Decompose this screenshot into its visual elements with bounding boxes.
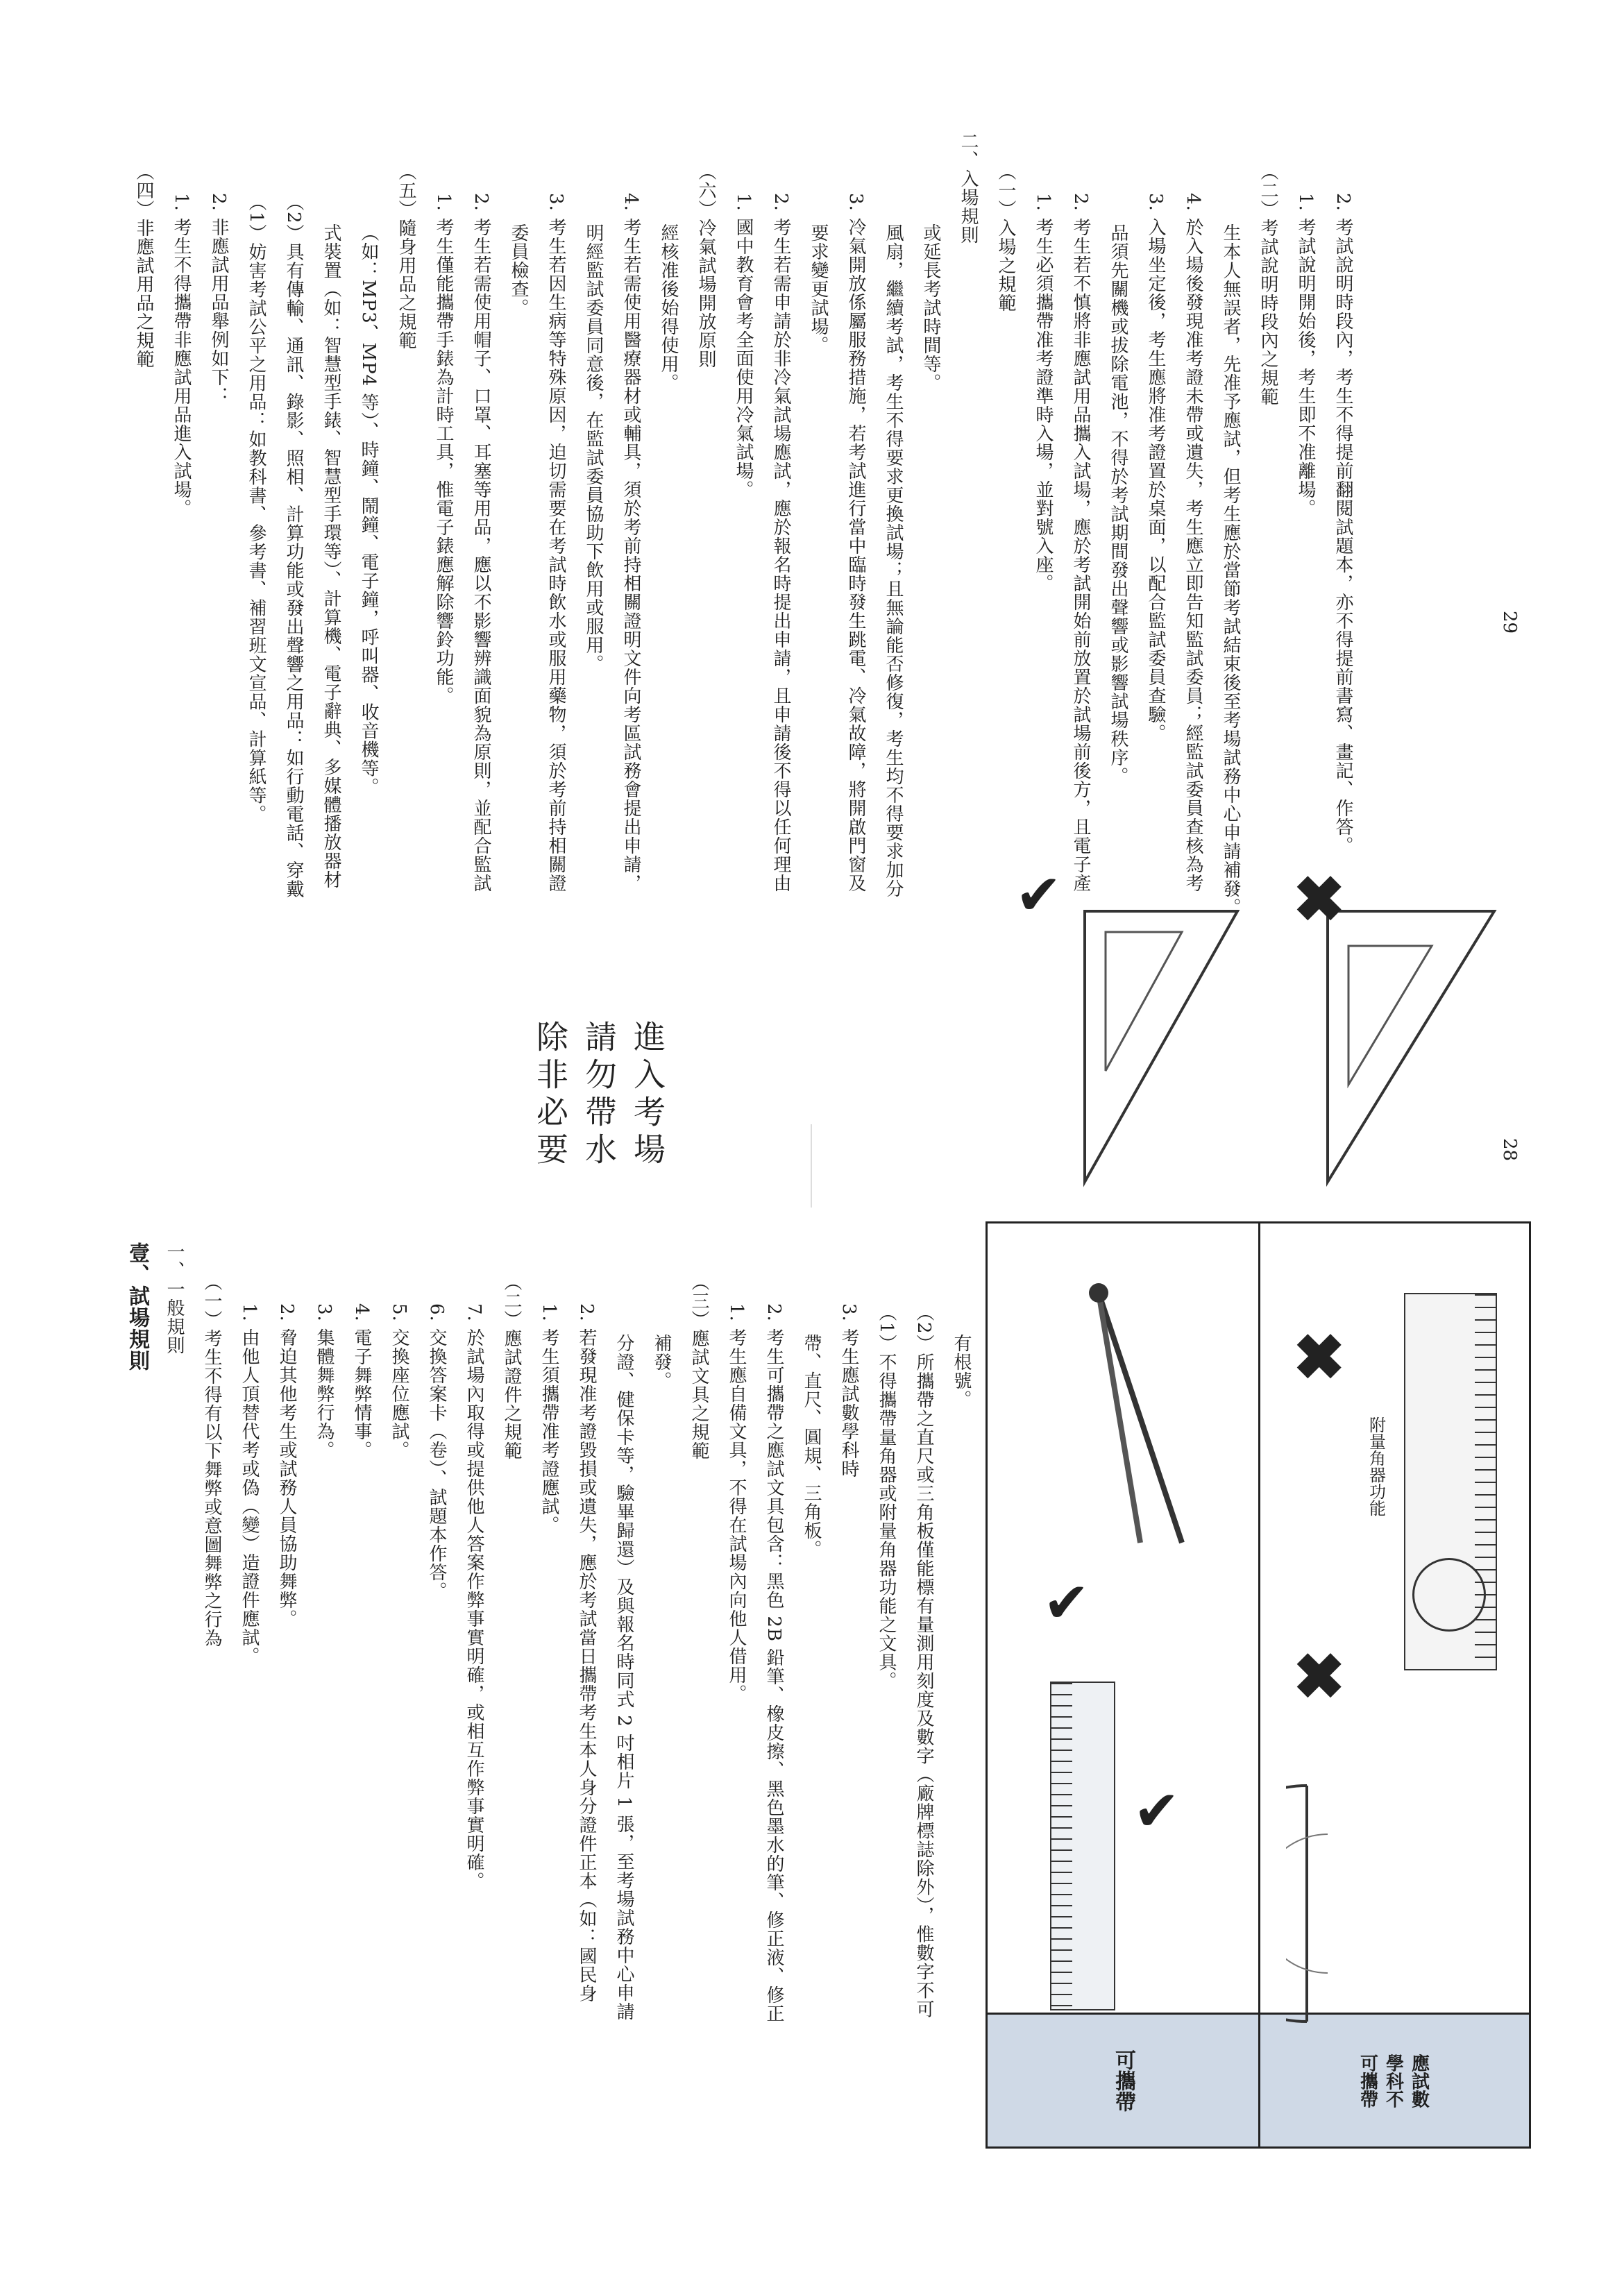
text-line: 明經監試委員同意後，在監試委員協助下飲用或服用。 — [583, 223, 604, 673]
text-line: 或延長考試時間等。 — [920, 223, 941, 392]
text-line: 4. 電子舞弊情事。 — [351, 1303, 372, 1460]
text-line: 2. 考試說明時段內，考生不得提前翻閱試題本，亦不得提前書寫、畫記、作答。 — [1333, 193, 1353, 856]
text-line: 風扇，繼續考試，考生不得要求更換試場；且無論能否修復，考生均不得要求加分 — [883, 223, 904, 898]
table-divider — [1258, 1223, 1260, 2146]
text-line: （2）所攜帶之直尺或三角板僅能標有量測用刻度及數字（廠牌標誌除外），惟數字不可 — [913, 1303, 934, 2019]
compass — [1071, 1279, 1210, 1557]
text-line: 有根號。 — [951, 1334, 972, 1409]
text-line: 補發。 — [651, 1334, 672, 1390]
text-line: （一）考生不得有以下舞弊或意圖舞弊之行為 — [201, 1273, 222, 1648]
set-squares — [1078, 904, 1244, 1196]
right-page-text — [125, 132, 1362, 917]
protractor — [1286, 1751, 1494, 2042]
text-line: 式裝置（如：智慧型手錶、智慧型手環等）、計算機、電子辭典、多媒體播放器材 — [321, 223, 341, 889]
text-line: （六）冷氣試場開放原則 — [695, 162, 716, 369]
text-line: 2. 考生可攜帶之應試文具包含：黑色 2B 鉛筆、橡皮擦、黑色墨水的筆、修正液、修正 — [763, 1303, 784, 2024]
text-line: （二）考試說明時段內之規範 — [1258, 162, 1278, 406]
note-line-2: 請勿帶水 — [580, 1020, 618, 1170]
page-fold — [811, 1124, 812, 1208]
text-line: 3. 集體舞弊行為。 — [314, 1303, 335, 1460]
handwritten-note-2 — [576, 1020, 622, 1270]
text-line: 2. 考生若需申請於非冷氣試場應試，應於報名時提出申請，且申請後不得以任何理由 — [770, 193, 791, 893]
text-line: 3. 考生應試數學科時 — [838, 1303, 859, 1479]
text-line: 2. 脅迫其他考生或試務人員協助舞弊。 — [276, 1303, 297, 1629]
text-line: 1. 考生僅能攜帶手錶為計時工具，惟電子錶應解除響鈴功能。 — [433, 193, 454, 706]
text-line: （1）不得攜帶量角器或附量角器功能之文具。 — [876, 1303, 897, 1691]
row-allowed-label: 可攜帶 — [1111, 2049, 1135, 2112]
text-line: 經核准後始得使用。 — [658, 223, 679, 392]
text-line: 1. 由他人頂替代考或偽（變）造證件應試。 — [239, 1303, 260, 1666]
text-line: 1. 考生必須攜帶准考證準時入場，並對號入座。 — [1033, 193, 1054, 593]
handwritten-note-3 — [625, 1020, 670, 1270]
text-line: （如：MP3、MP4 等）、時鐘、鬧鐘、電子鐘，呼叫器、收音機等。 — [358, 223, 379, 797]
text-line: 1. 考試說明開始後，考生即不准離場。 — [1295, 193, 1316, 518]
text-line: 3. 考生若因生病等特殊原因，迫切需要在考試時飲水或服用藥物，須於考前持相關證 — [545, 193, 566, 893]
protractor-label: 附量角器功能 — [1366, 1416, 1386, 1516]
text-line: 2. 若發現准考證毀損或遺失，應於考試當日攜帶考生本人身分證件正本（如：國民身 — [576, 1303, 597, 2004]
text-line: 7. 於試場內取得或提供他人答案作弊事實明確，或相互作弊事實明確。 — [464, 1303, 484, 1891]
text-line: 分證、健保卡等，驗畢歸還）及與報名時同式 2 吋相片 1 張，至考場試務中心申請 — [614, 1334, 634, 2022]
text-line: 3. 冷氣開放係屬服務措施，若考試進行當中臨時發生跳電、冷氣故障，將開啟門窗及 — [845, 193, 866, 893]
text-line: （四）非應試用品之規範 — [133, 162, 154, 369]
text-line: （2）具有傳輸、通訊、錄影、照相、計算功能或發出聲響之用品：如行動電話、穿戴 — [283, 193, 304, 899]
text-line: 委員檢查。 — [508, 223, 529, 317]
text-line: （三）應試文具之規範 — [688, 1273, 709, 1460]
cross-icon: ✖ — [1293, 1640, 1346, 1713]
text-line: 5. 交換座位應試。 — [389, 1303, 409, 1460]
page-title: 壹、試場規則 — [125, 1242, 149, 1371]
handwritten-note — [527, 1020, 573, 1270]
text-line: 4. 於入場後發現准考證未帶或遺失，考生應立即告知監試委員；經監試委員查核為考 — [1183, 193, 1203, 893]
text-line: 1. 考生須攜帶准考證應試。 — [539, 1303, 559, 1535]
page-number-right: 29 — [1499, 611, 1520, 634]
text-line: （一）入場之規範 — [995, 162, 1016, 312]
text-line: 1. 考生應自備文具，不得在試場內向他人借用。 — [726, 1303, 747, 1704]
text-line: 2. 考生若需使用帽子、口罩、耳塞等用品，應以不影響辨識面貌為原則，並配合監試 — [471, 193, 491, 893]
set-squares-forbidden — [1321, 904, 1501, 1196]
note-line-3: 進入考場 — [629, 1020, 666, 1170]
text-line: （五）隨身用品之規範 — [396, 162, 416, 350]
text-line: 6. 交換答案卡（卷）、試題本作答。 — [426, 1303, 447, 1601]
text-line: 品須先關機或拔除電池，不得於考試期間發出聲響或影響試場秩序。 — [1108, 223, 1128, 786]
text-line: 2. 考生若不慎將非應試用品攜入試場，應於考試開始前放置於試場前後方，且電子產 — [1070, 193, 1091, 893]
ruler — [1050, 1682, 1115, 2010]
text-line: 1. 考生不得攜帶非應試用品進入試場。 — [171, 193, 192, 518]
text-line: 2. 非應試用品舉例如下： — [208, 193, 229, 406]
cross-icon: ✖ — [1293, 863, 1346, 936]
text-line: 一、一般規則 — [164, 1242, 185, 1355]
text-line: 二、入場規則 — [958, 132, 979, 244]
text-line: 4. 考生若需使用醫療器材或輔具，須於考前持相關證明文件向考區試務會提出申請， — [620, 193, 641, 893]
text-line: 3. 入場坐定後，考生應將准考證置於桌面，以配合監試委員查驗。 — [1145, 193, 1166, 743]
check-icon: ✔ — [1043, 1570, 1090, 1635]
cross-icon: ✖ — [1293, 1321, 1346, 1394]
note-line-1: 除非必要 — [532, 1020, 569, 1170]
ruler-with-protractor — [1404, 1293, 1497, 1670]
row-forbidden-label: 應試數學科不可攜帶 — [1357, 2053, 1430, 2108]
text-line: 要求變更試場。 — [808, 223, 829, 355]
page-number-left: 28 — [1499, 1138, 1520, 1162]
text-line: （二）應試證件之規範 — [501, 1273, 522, 1460]
text-line: 帶、直尺、圓規、三角板。 — [801, 1334, 822, 1559]
text-line: 生本人無誤者，先准予應試，但考生應於當節考試結束後至考場試務中心申請補發。 — [1220, 223, 1241, 917]
check-icon: ✔ — [1133, 1779, 1181, 1843]
text-line: 1. 國中教育會考全面使用冷氣試場。 — [733, 193, 754, 500]
text-line: （1）妨害考試公平之用品：如教科書、參考書、補習班文宣品、計算紙等。 — [246, 193, 267, 824]
check-icon: ✔ — [1015, 863, 1063, 927]
